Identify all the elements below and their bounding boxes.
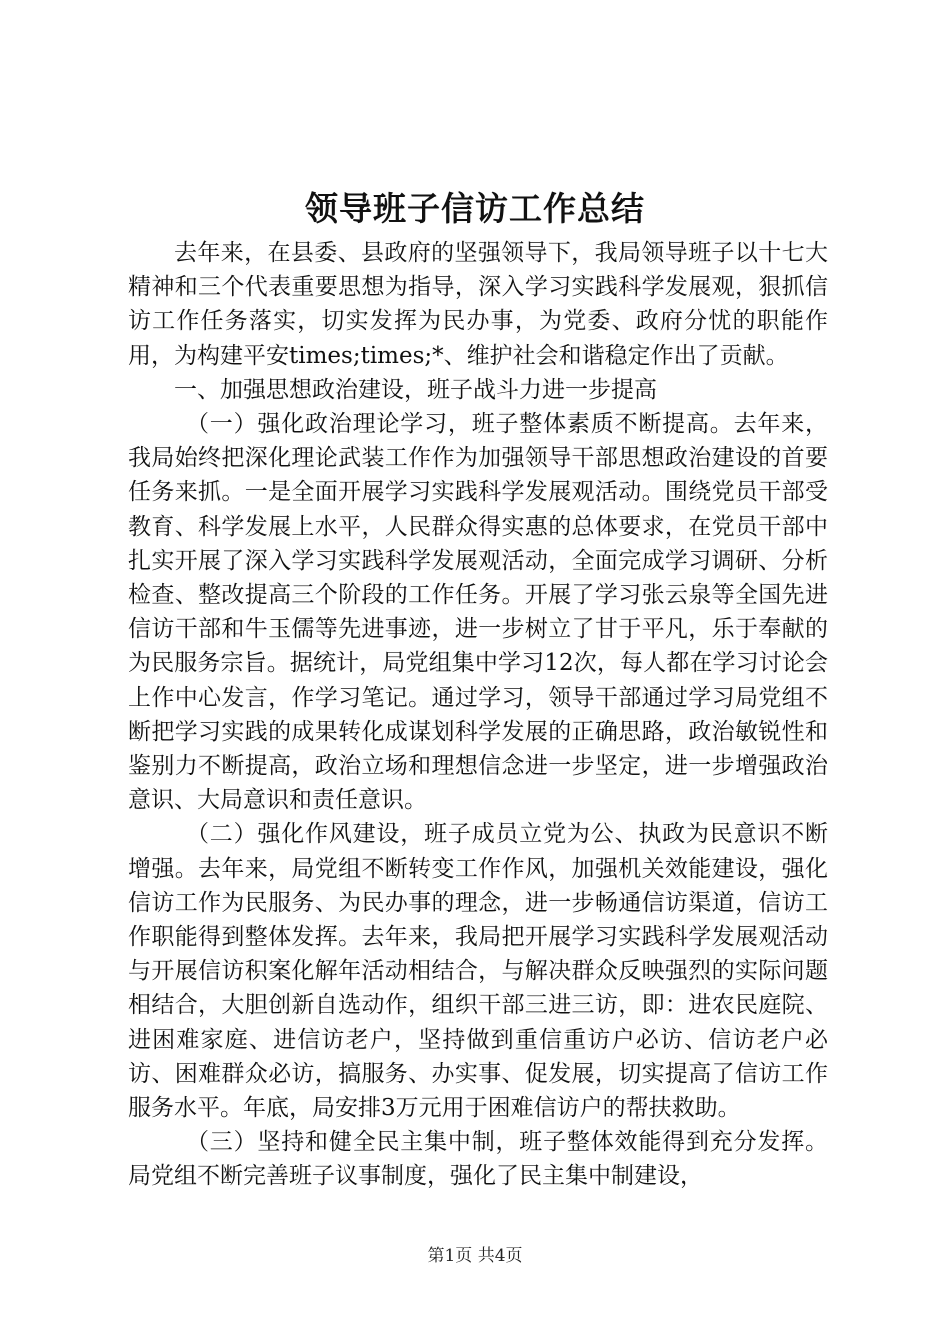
section-heading-1: 一、加强思想政治建设，班子战斗力进一步提高 [174,376,657,403]
intro-paragraph: 去年来，在县委、县政府的坚强领导下，我局领导班子以十七大精神和三个代表重要思想为指导，深入学习实践科学发展观，狠抓信访工作任务落实，切实发挥为民办事，为党委、政府分忧的职能作用，为构建平安times;times;*、维护社会和谐稳定作出了贡献。 [128,240,828,369]
document-title: 领导班子信访工作总结 [305,189,645,228]
subsection-paragraph-2: （二）强化作风建设，班子成员立党为公、执政为民意识不断增强。去年来，局党组不断转变工作作风，加强机关效能建设，强化信访工作为民服务、为民办事的理念，进一步畅通信访渠道，信访工作职能得到整体发挥。去年来，我局把开展学习实践科学发展观活动与开展信访积案化解年活动相结合，与解决群众反映强烈的实际问题相结合，大胆创新自选动作，组织干部三进三访，即：进农民庭院、进困难家庭、进信访老户，坚持做到重信重访户必访、信访老户必访、困难群众必访，搞服务、办实事、促发展，切实提高了信访工作服务水平。年底，局安排3万元用于困难信访户的帮扶救助。 [128,821,828,1122]
document-body [128,236,828,1194]
page-footer: 第1页 共4页 [427,1246,523,1266]
subsection-paragraph-1: （一）强化政治理论学习，班子整体素质不断提高。去年来，我局始终把深化理论武装工作作为加强领导干部思想政治建设的首要任务来抓。一是全面开展学习实践科学发展观活动。围绕党员干部受教育、科学发展上水平，人民群众得实惠的总体要求，在党员干部中扎实开展了深入学习实践科学发展观活动，全面完成学习调研、分析检查、整改提高三个阶段的工作任务。开展了学习张云泉等全国先进信访干部和牛玉儒等先进事迹，进一步树立了甘于平凡，乐于奉献的为民服务宗旨。据统计，局党组集中学习12次，每人都在学习讨论会上作中心发言，作学习笔记。通过学习，领导干部通过学习局党组不断把学习实践的成果转化成谋划科学发展的正确思路，政治敏锐性和鉴别力不断提高，政治立场和理想信念进一步坚定，进一步增强政治意识、大局意识和责任意识。 [128,411,828,814]
subsection-paragraph-3: （三）坚持和健全民主集中制，班子整体效能得到充分发挥。局党组不断完善班子议事制度，强化了民主集中制建设， [128,1129,828,1190]
